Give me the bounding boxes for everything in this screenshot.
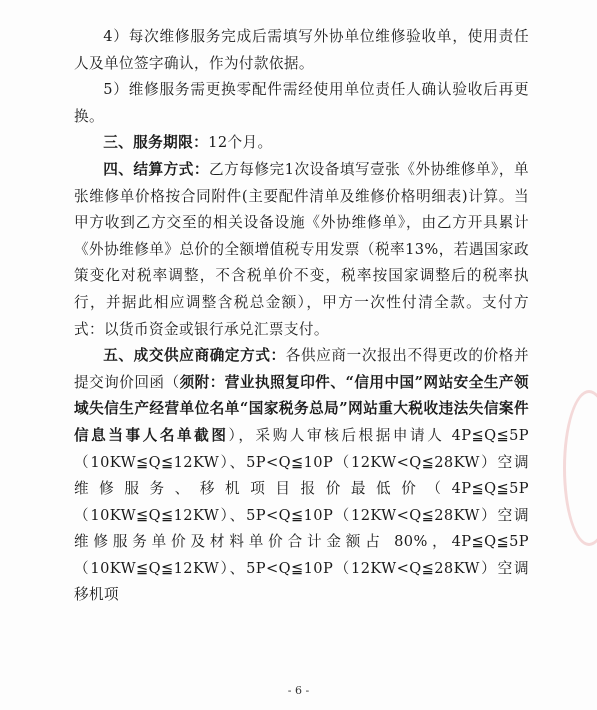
clause-4-paragraph: 4）每次维修服务完成后需填写外协单位维修验收单，使用责任人及单位签字确认，作为付款依据。 bbox=[74, 28, 529, 72]
section-4-text: 乙方每修完1次设备填写壹张《外协维修单》，单张维修单价格按合同附件(主要配件清单及维修价格明细表)计算。当甲方收到乙方交至的相关设备设施《外协维修单》，由乙方开具累计《外协维修单》总价的全额增值税专用发票（税率13%，若遇国家政策变化对税率调整，不含税单价不变，税率按国家调整后的税率执行，并据此相应调整含税总金额），甲方一次性付清全款。支付方式：以货币资金或银行承兑汇票支付。 bbox=[74, 160, 529, 338]
section-4-paragraph bbox=[74, 157, 529, 343]
section-3-text: 12个月。 bbox=[208, 134, 273, 152]
red-seal-edge bbox=[563, 390, 597, 546]
section-5-text-a: 各供应商一次报出不得更改的价格并提交询价回函（ bbox=[74, 347, 529, 391]
section-3-paragraph bbox=[74, 130, 529, 157]
page-number: - 6 - bbox=[287, 684, 310, 697]
section-5-required-attachments: 须附：营业执照复印件、“信用中国”网站安全生产领域失信生产经营单位名单“国家税务总局”网站重大税收违法失信案件信息当事人名单截图 bbox=[74, 373, 529, 444]
section-5-paragraph bbox=[74, 343, 529, 609]
section-4-heading: 四、结算方式： bbox=[103, 160, 210, 178]
section-3-heading: 三、服务期限： bbox=[103, 134, 209, 152]
section-5-text-b: ），采购人审核后根据申请人 4P≦Q≦5P（10KW≦Q≦12KW）、5P<Q≦10P（12KW<Q≦28KW）空调维修服务、移机项目报价最低价（4P≦Q≦5P（10KW≦Q≦12KW）、5P<Q≦10P（12KW<Q≦28KW）空调维修服务单价及材料单价合计金额占 80%，4P≦Q≦5P（10KW≦Q≦12KW）、5P<Q≦10P（12KW<Q≦28KW）空调移机项 bbox=[74, 426, 529, 604]
clause-5-paragraph: 5）维修服务需更换零配件需经使用单位责任人确认验收后再更换。 bbox=[74, 81, 529, 125]
section-5-heading: 五、成交供应商确定方式： bbox=[103, 347, 286, 365]
document-body bbox=[74, 24, 529, 609]
